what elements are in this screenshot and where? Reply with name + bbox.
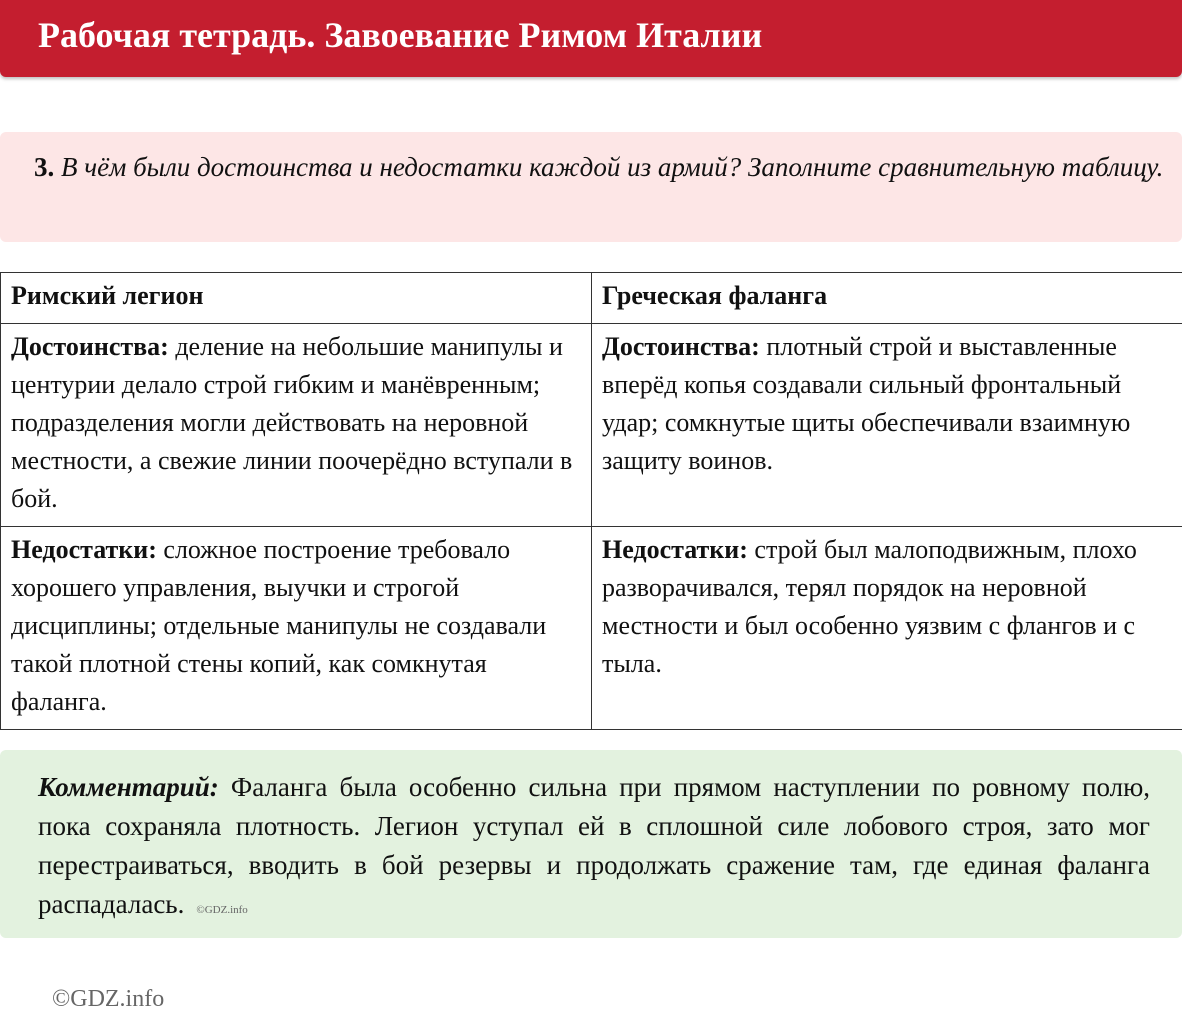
cell-text: сложное построение требовало хорошего управления, выучки и строгой дисциплины; отдельные манипулы не создавали такой плотной стены копий, как сомкнутая фаланга.	[11, 535, 546, 716]
page-title: Рабочая тетрадь. Завоевание Римом Италии	[38, 14, 762, 56]
phalanx-disadvantages-cell	[592, 527, 1182, 730]
title-bar	[0, 0, 1182, 77]
table-header-row	[1, 273, 1182, 324]
task-question-text: В чём были достоинства и недостатки каждой из армий? Заполните сравнительную таблицу.	[61, 152, 1163, 182]
cell-label: Достоинства:	[602, 332, 760, 361]
footer-copyright: ©GDZ.info	[52, 986, 164, 1013]
cell-label: Достоинства:	[11, 332, 169, 361]
comment-watermark: ©GDZ.info	[196, 904, 247, 916]
cell-label: Недостатки:	[602, 535, 748, 564]
legion-advantages-cell	[1, 324, 592, 527]
comment	[38, 768, 1150, 930]
task-number: 3.	[34, 152, 54, 182]
task-question	[34, 148, 1164, 186]
cell-label: Недостатки:	[11, 535, 157, 564]
cell-text: строй был малоподвижным, плохо разворачивался, терял порядок на неровной местности и был особенно уязвим с флангов и с тыла.	[602, 535, 1137, 678]
column-header-greek-phalanx: Греческая фаланга	[592, 273, 1182, 324]
table-row-advantages	[1, 324, 1182, 527]
column-header-roman-legion: Римский легион	[1, 273, 592, 324]
comment-label: Комментарий:	[38, 772, 219, 802]
cell-text: плотный строй и выставленные вперёд копья создавали сильный фронтальный удар; сомкнутые щиты обеспечивали взаимную защиту воинов.	[602, 332, 1130, 475]
table-row-disadvantages	[1, 527, 1182, 730]
comment-text: Фаланга была особенно сильна при прямом наступлении по ровному полю, пока сохраняла плотность. Легион уступал ей в сплошной силе лобового строя, зато мог перестраиваться, вводить в бой резервы и продолжать сражение там, где единая фаланга распадалась.	[38, 772, 1150, 919]
comparison-table	[0, 272, 1182, 730]
legion-disadvantages-cell	[1, 527, 592, 730]
cell-text: деление на небольшие манипулы и центурии делало строй гибким и манёвренным; подразделения могли действовать на неровной местности, а свежие линии поочерёдно вступали в бой.	[11, 332, 572, 513]
phalanx-advantages-cell	[592, 324, 1182, 527]
